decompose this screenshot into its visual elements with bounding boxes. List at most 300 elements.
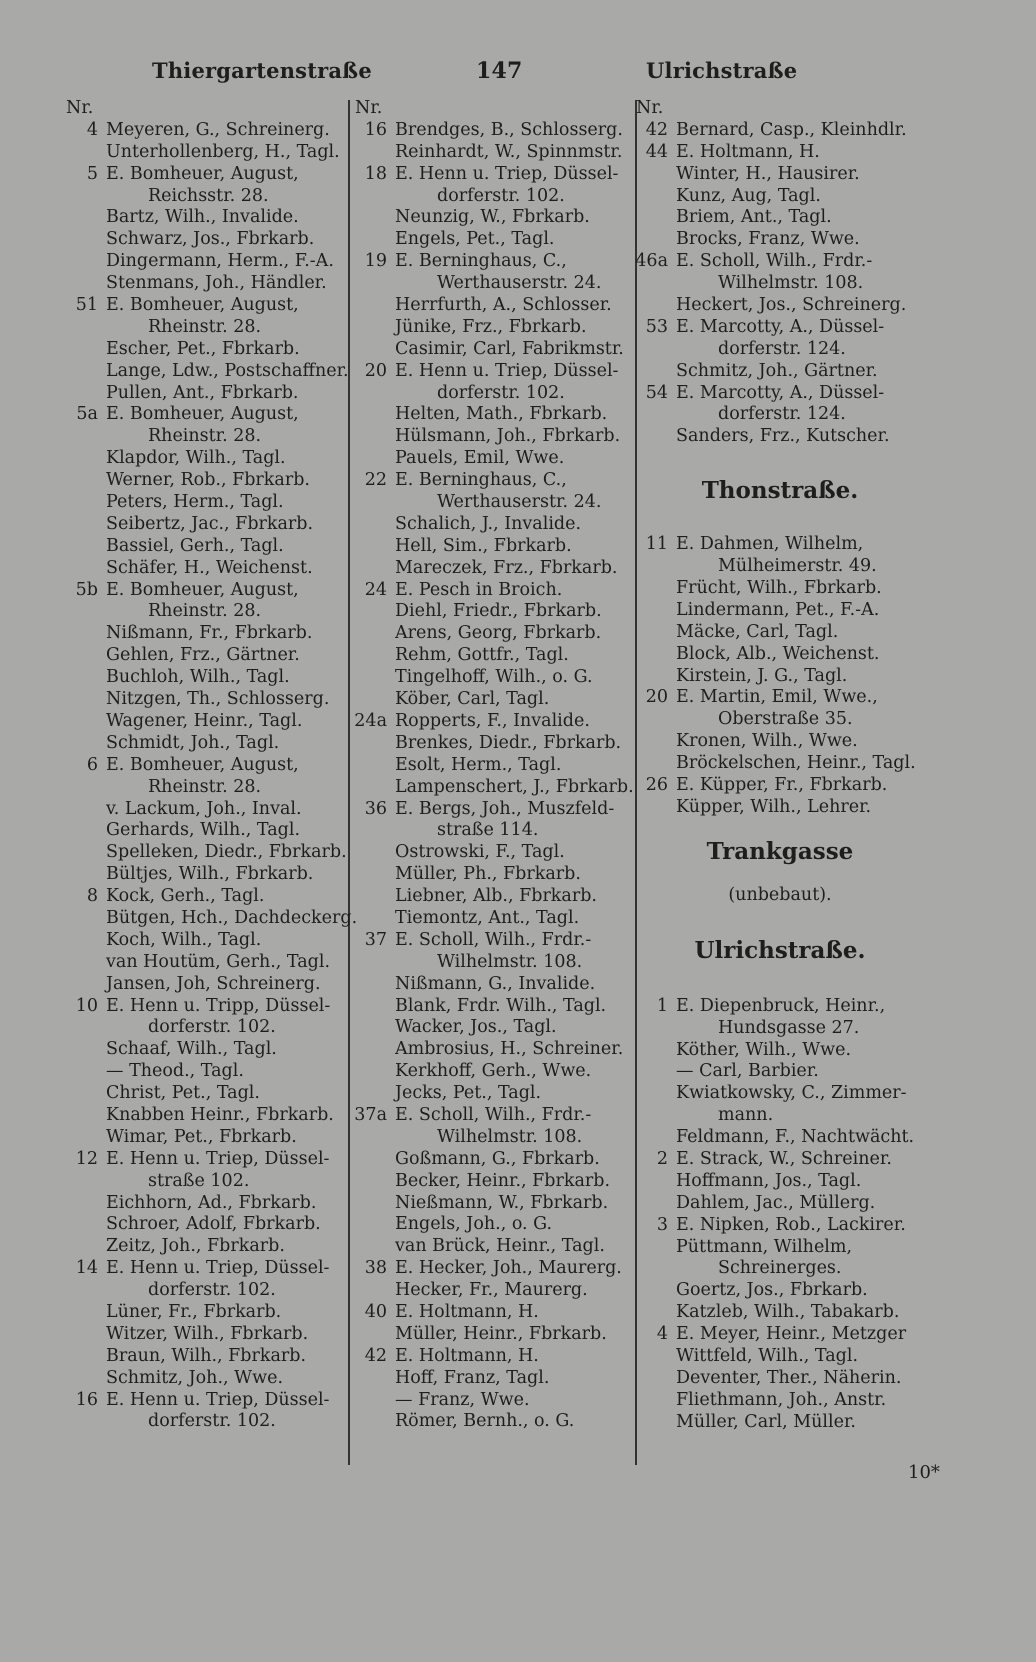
entry-text: Reichsstr. 28.: [148, 185, 269, 206]
section-heading: Trankgasse: [706, 837, 854, 865]
directory-entry: [60, 1171, 345, 1193]
entry-text: Fliethmann, Joh., Anstr.: [676, 1389, 887, 1410]
directory-entry: [630, 339, 930, 361]
directory-entry: [60, 1346, 345, 1368]
entry-text: Pullen, Ant., Fbrkarb.: [106, 382, 299, 403]
entry-text: Zeitz, Joh., Fbrkarb.: [106, 1236, 285, 1257]
directory-entry: [630, 1040, 930, 1062]
entry-text: Tiemontz, Ant., Tagl.: [395, 907, 580, 928]
entry-text: Nr.: [66, 98, 94, 118]
entry-text: Witzer, Wilh., Fbrkarb.: [106, 1323, 309, 1344]
house-number: 12: [75, 1148, 98, 1169]
column-1: [60, 98, 358, 1433]
entry-text: Braun, Wilh., Fbrkarb.: [106, 1345, 307, 1366]
directory-entry: [630, 251, 930, 273]
directory-entry: [349, 755, 631, 777]
directory-entry: [630, 1215, 930, 1237]
house-number: 36: [364, 798, 387, 819]
directory-entry: [630, 534, 930, 556]
directory-entry: [349, 142, 631, 164]
entry-text: Nr.: [355, 98, 383, 118]
directory-entry: [630, 687, 930, 709]
directory-entry: [349, 1061, 631, 1083]
entry-text: Römer, Bernh., o. G.: [395, 1411, 575, 1432]
entry-text: Ambrosius, H., Schreiner.: [395, 1039, 624, 1060]
directory-entry: [349, 1390, 631, 1412]
directory-entry: [630, 404, 930, 426]
entry-text: Eichhorn, Ad., Fbrkarb.: [106, 1192, 317, 1213]
house-number: 14: [75, 1258, 98, 1279]
entry-text: Pauels, Emil, Wwe.: [395, 448, 565, 469]
entry-text: E. Marcotty, A., Düssel-: [676, 382, 885, 403]
entry-text: E. Scholl, Wilh., Frdr.-: [395, 929, 592, 950]
entry-text: Gehlen, Frz., Gärtner.: [106, 645, 300, 666]
directory-entry: [630, 426, 930, 448]
entry-text: E. Henn u. Triep, Düssel-: [106, 1258, 330, 1279]
entry-text: Wilhelmstr. 108.: [437, 951, 583, 972]
directory-entry: [630, 578, 930, 600]
entry-text: mann.: [718, 1105, 774, 1126]
directory-entry: [60, 667, 345, 689]
directory-entry: [630, 229, 930, 251]
directory-entry: [630, 1412, 930, 1434]
house-number: 20: [364, 360, 387, 381]
directory-entry: [630, 383, 930, 405]
entry-text: Briem, Ant., Tagl.: [676, 207, 832, 228]
entry-text: Kwiatkowsky, C., Zimmer-: [676, 1083, 907, 1104]
entry-text: Schalich, J., Invalide.: [395, 513, 582, 534]
entry-text: Jansen, Joh, Schreinerg.: [106, 973, 321, 994]
entry-text: Mareczek, Frz., Fbrkarb.: [395, 557, 618, 578]
directory-entry: [60, 755, 345, 777]
directory-entry: [349, 229, 631, 251]
directory-entry: [349, 1193, 631, 1215]
entry-text: E. Holtmann, H.: [395, 1301, 539, 1322]
entry-text: Rheinstr. 28.: [148, 601, 262, 622]
house-number: 5a: [76, 404, 98, 425]
directory-entry: [349, 799, 631, 821]
directory-entry: [60, 492, 345, 514]
directory-entry: [60, 1390, 345, 1412]
house-number: 46a: [635, 251, 668, 272]
directory-entry: [60, 580, 345, 602]
directory-entry: [630, 1390, 930, 1412]
entry-text: Wittfeld, Wilh., Tagl.: [676, 1345, 859, 1366]
entry-text: Dingermann, Herm., F.-A.: [106, 251, 334, 272]
directory-entry: [349, 1324, 631, 1346]
house-number: 53: [645, 316, 668, 337]
entry-text: Herrfurth, A., Schlosser.: [395, 295, 612, 316]
entry-text: Nißmann, Fr., Fbrkarb.: [106, 623, 313, 644]
entry-text: E. Henn u. Tripp, Düssel-: [106, 995, 331, 1016]
directory-entry: [60, 952, 345, 974]
entry-text: E. Henn u. Triep, Düssel-: [106, 1148, 330, 1169]
directory-entry: [60, 1193, 345, 1215]
entry-text: E. Meyer, Heinr., Metzger: [676, 1324, 907, 1345]
entry-text: E. Dahmen, Wilhelm,: [676, 534, 864, 555]
entry-text: Helten, Math., Fbrkarb.: [395, 404, 608, 425]
directory-entry: [60, 1236, 345, 1258]
directory-entry: [630, 1302, 930, 1324]
entry-text: E. Martin, Emil, Wwe.,: [676, 687, 878, 708]
directory-entry: [349, 645, 631, 667]
entry-text: Bröckelschen, Heinr., Tagl.: [676, 753, 916, 774]
entry-text: Nr.: [636, 98, 664, 118]
directory-entry: [630, 98, 930, 120]
directory-entry: [630, 142, 930, 164]
entry-text: — Theod., Tagl.: [106, 1061, 244, 1082]
directory-entry: [349, 426, 631, 448]
entry-text: Kunz, Aug, Tagl.: [676, 185, 821, 206]
directory-entry: [60, 1083, 345, 1105]
entry-text: — Carl, Barbier.: [676, 1061, 819, 1082]
entry-text: E. Henn u. Triep, Düssel-: [395, 360, 619, 381]
directory-entry: [630, 996, 930, 1018]
house-number: 54: [645, 382, 668, 403]
directory-entry: [60, 142, 345, 164]
directory-entry: [630, 797, 930, 819]
entry-text: Knabben Heinr., Fbrkarb.: [106, 1104, 334, 1125]
entry-text: Goßmann, G., Fbrkarb.: [395, 1148, 600, 1169]
directory-entry: [349, 1346, 631, 1368]
directory-entry: [60, 1368, 345, 1390]
entry-text: Stenmans, Joh., Händler.: [106, 273, 327, 294]
entry-text: Tingelhoff, Wilh., o. G.: [395, 667, 593, 688]
house-number: 20: [645, 687, 668, 708]
entry-text: E. Strack, W., Schreiner.: [676, 1148, 892, 1169]
entry-text: Casimir, Carl, Fabrikmstr.: [395, 338, 624, 359]
directory-entry: [630, 120, 930, 142]
entry-text: Lüner, Fr., Fbrkarb.: [106, 1301, 282, 1322]
directory-entry: [60, 711, 345, 733]
directory-entry: [630, 644, 930, 666]
directory-entry: [60, 1061, 345, 1083]
entry-text: Hell, Sim., Fbrkarb.: [395, 535, 572, 556]
entry-text: E. Berninghaus, C.,: [395, 251, 567, 272]
directory-entry: [349, 930, 631, 952]
house-number: 10: [75, 995, 98, 1016]
entry-text: E. Bomheuer, August,: [106, 754, 299, 775]
house-number: 4: [86, 119, 98, 140]
house-number: 16: [75, 1389, 98, 1410]
directory-entry: [630, 207, 930, 229]
directory-entry: [630, 1368, 930, 1390]
directory-entry: [630, 273, 930, 295]
directory-entry: [60, 295, 345, 317]
directory-entry: [349, 1236, 631, 1258]
directory-entry: [60, 1105, 345, 1127]
directory-entry: [60, 186, 345, 208]
entry-text: Köther, Wilh., Wwe.: [676, 1039, 852, 1060]
entry-text: Küpper, Wilh., Lehrer.: [676, 796, 872, 817]
directory-entry: [60, 558, 345, 580]
house-number: 38: [364, 1258, 387, 1279]
directory-entry: [630, 1149, 930, 1171]
directory-entry: [349, 1258, 631, 1280]
entry-text: Arens, Georg, Fbrkarb.: [395, 623, 602, 644]
entry-text: — Franz, Wwe.: [395, 1389, 530, 1410]
entry-text: Schaaf, Wilh., Tagl.: [106, 1039, 277, 1060]
entry-text: E. Scholl, Wilh., Frdr.-: [395, 1104, 592, 1125]
entry-text: Liebner, Alb., Fbrkarb.: [395, 886, 597, 907]
entry-text: Blank, Frdr. Wilh., Tagl.: [395, 995, 607, 1016]
directory-entry: [630, 295, 930, 317]
directory-entry: [60, 514, 345, 536]
directory-entry: [60, 645, 345, 667]
directory-entry: [349, 1105, 631, 1127]
directory-entry: [60, 1127, 345, 1149]
directory-entry: [60, 1017, 345, 1039]
directory-entry: [349, 361, 631, 383]
entry-text: Werthauserstr. 24.: [437, 273, 602, 294]
entry-text: Engels, Pet., Tagl.: [395, 229, 555, 250]
entry-text: Rheinstr. 28.: [148, 426, 262, 447]
directory-entry: [349, 974, 631, 996]
directory-entry: [630, 317, 930, 339]
entry-text: van Houtüm, Gerh., Tagl.: [106, 951, 331, 972]
house-number: 37: [364, 929, 387, 950]
directory-entry: [630, 1171, 930, 1193]
house-number: 24a: [354, 710, 387, 731]
entry-text: Hecker, Fr., Maurerg.: [395, 1280, 588, 1301]
entry-text: Nitzgen, Th., Schlosserg.: [106, 689, 330, 710]
entry-text: Hülsmann, Joh., Fbrkarb.: [395, 426, 621, 447]
directory-entry: [60, 996, 345, 1018]
entry-text: v. Lackum, Joh., Inval.: [106, 798, 302, 819]
directory-entry: [60, 164, 345, 186]
directory-entry: [60, 1214, 345, 1236]
entry-text: Brenkes, Diedr., Fbrkarb.: [395, 732, 622, 753]
entry-text: Schreinerges.: [718, 1258, 842, 1279]
directory-entry: [630, 1346, 930, 1368]
entry-text: Püttmann, Wilhelm,: [676, 1236, 853, 1257]
running-head-right: Ulrichstraße: [646, 58, 798, 83]
entry-text: Spelleken, Diedr., Fbrkarb.: [106, 842, 347, 863]
directory-entry: [349, 514, 631, 536]
entry-text: Hoffmann, Jos., Tagl.: [676, 1170, 862, 1191]
directory-entry: [630, 1280, 930, 1302]
entry-text: E. Hecker, Joh., Maurerg.: [395, 1258, 622, 1279]
house-number: 42: [364, 1345, 387, 1366]
directory-entry: [630, 1105, 930, 1127]
entry-text: Meyeren, G., Schreinerg.: [106, 119, 330, 140]
house-number: 42: [645, 119, 668, 140]
entry-text: E. Holtmann, H.: [676, 141, 820, 162]
entry-text: Werner, Rob., Fbrkarb.: [106, 470, 310, 491]
directory-entry: [349, 1017, 631, 1039]
entry-text: E. Henn u. Triep, Düssel-: [395, 163, 619, 184]
directory-entry: [349, 404, 631, 426]
directory-entry: [349, 601, 631, 623]
directory-entry: [630, 1127, 930, 1149]
entry-text: E. Henn u. Triep, Düssel-: [106, 1389, 330, 1410]
directory-entry: [630, 1018, 930, 1040]
entry-text: Unterhollenberg, H., Tagl.: [106, 141, 340, 162]
entry-text: Bernard, Casp., Kleinhdlr.: [676, 119, 907, 140]
entry-text: dorferstr. 102.: [148, 1411, 276, 1432]
directory-entry: [630, 1324, 930, 1346]
directory-entry: [630, 1083, 930, 1105]
house-number: 11: [645, 534, 668, 555]
directory-entry: [349, 1039, 631, 1061]
entry-text: Schroer, Adolf, Fbrkarb.: [106, 1214, 321, 1235]
house-number: 24: [364, 579, 387, 600]
directory-entry: [60, 229, 345, 251]
entry-text: Schmidt, Joh., Tagl.: [106, 732, 280, 753]
entry-text: Reinhardt, W., Spinnmstr.: [395, 141, 623, 162]
directory-entry: [60, 974, 345, 996]
entry-text: E. Bomheuer, August,: [106, 579, 299, 600]
directory-entry: [349, 383, 631, 405]
entry-text: van Brück, Heinr., Tagl.: [395, 1236, 605, 1257]
entry-text: Nißmann, G., Invalide.: [395, 973, 596, 994]
house-number: 22: [364, 470, 387, 491]
entry-text: dorferstr. 124.: [718, 338, 846, 359]
entry-text: Köber, Carl, Tagl.: [395, 689, 550, 710]
directory-entry: [349, 317, 631, 339]
house-number: 18: [364, 163, 387, 184]
directory-entry: [60, 623, 345, 645]
directory-entry: [60, 799, 345, 821]
entry-text: E. Bergs, Joh., Muszfeld-: [395, 798, 615, 819]
directory-entry: [60, 273, 345, 295]
directory-entry: [349, 1127, 631, 1149]
entry-text: Hundsgasse 27.: [718, 1017, 860, 1038]
entry-text: Wimar, Pet., Fbrkarb.: [106, 1126, 297, 1147]
directory-entry: [349, 1368, 631, 1390]
entry-text: dorferstr. 102.: [148, 1280, 276, 1301]
entry-text: Deventer, Ther., Näherin.: [676, 1367, 902, 1388]
directory-entry: [630, 1061, 930, 1083]
directory-entry: [349, 339, 631, 361]
directory-entry: [60, 777, 345, 799]
entry-text: Müller, Carl, Müller.: [676, 1411, 856, 1432]
directory-entry: [60, 470, 345, 492]
directory-entry: [60, 98, 345, 120]
directory-entry: [60, 689, 345, 711]
entry-text: Dahlem, Jac., Müllerg.: [676, 1192, 876, 1213]
entry-text: Brocks, Franz, Wwe.: [676, 229, 860, 250]
house-number: 3: [656, 1214, 668, 1235]
entry-text: Frücht, Wilh., Fbrkarb.: [676, 578, 882, 599]
entry-text: E. Scholl, Wilh., Frdr.-: [676, 251, 873, 272]
directory-entry: [349, 470, 631, 492]
directory-entry: [349, 1302, 631, 1324]
entry-text: Gerhards, Wilh., Tagl.: [106, 820, 301, 841]
house-number: 40: [364, 1301, 387, 1322]
directory-entry: [630, 1258, 930, 1280]
entry-text: Rehm, Gottfr., Tagl.: [395, 645, 569, 666]
directory-entry: [349, 580, 631, 602]
entry-text: Winter, H., Hausirer.: [676, 163, 860, 184]
house-number: 19: [364, 251, 387, 272]
directory-entry: [60, 207, 345, 229]
section-heading: Ulrichstraße.: [694, 937, 866, 965]
directory-entry: [630, 775, 930, 797]
entry-text: Müller, Heinr., Fbrkarb.: [395, 1323, 607, 1344]
entry-text: Ropperts, F., Invalide.: [395, 710, 590, 731]
directory-entry: [60, 1280, 345, 1302]
entry-text: Oberstraße 35.: [718, 709, 853, 730]
entry-text: Wacker, Jos., Tagl.: [395, 1017, 557, 1038]
house-number: 26: [645, 775, 668, 796]
entry-text: Nießmann, W., Fbrkarb.: [395, 1192, 609, 1213]
directory-entry: [60, 1149, 345, 1171]
entry-text: Diehl, Friedr., Fbrkarb.: [395, 601, 602, 622]
entry-text: Bütgen, Hch., Dachdeckerg.: [106, 907, 358, 928]
directory-entry: [60, 1302, 345, 1324]
directory-entry: [60, 907, 358, 930]
directory-entry: [349, 1149, 631, 1171]
directory-entry: [349, 820, 631, 842]
entry-text: dorferstr. 102.: [437, 382, 565, 403]
directory-entry: [349, 558, 631, 580]
entry-text: Esolt, Herm., Tagl.: [395, 754, 562, 775]
entry-text: Lindermann, Pet., F.-A.: [676, 599, 880, 620]
directory-entry: [349, 886, 631, 908]
directory-entry: [60, 1411, 345, 1433]
entry-text: Neunzig, W., Fbrkarb.: [395, 207, 590, 228]
entry-text: Buchloh, Wilh., Tagl.: [106, 667, 290, 688]
entry-text: straße 114.: [437, 820, 539, 841]
house-number: 44: [645, 141, 668, 162]
entry-text: E. Diepenbruck, Heinr.,: [676, 995, 886, 1016]
entry-text: Engels, Joh., o. G.: [395, 1214, 553, 1235]
directory-entry: [60, 1324, 345, 1346]
entry-text: E. Holtmann, H.: [395, 1345, 539, 1366]
entry-text: Werthauserstr. 24.: [437, 492, 602, 513]
directory-entry: [60, 426, 345, 448]
entry-text: dorferstr. 124.: [718, 404, 846, 425]
directory-entry: [349, 164, 631, 186]
entry-text: Wagener, Heinr., Tagl.: [106, 710, 303, 731]
entry-text: Seibertz, Jac., Fbrkarb.: [106, 513, 314, 534]
entry-text: E. Küpper, Fr., Fbrkarb.: [676, 775, 888, 796]
house-number: 5b: [75, 579, 98, 600]
directory-entry: [349, 996, 631, 1018]
house-number: 1: [656, 995, 668, 1016]
directory-entry: [349, 1214, 631, 1236]
entry-text: Christ, Pet., Tagl.: [106, 1083, 260, 1104]
entry-text: Kirstein, J. G., Tagl.: [676, 665, 848, 686]
directory-entry: [349, 98, 631, 120]
column-3: [630, 98, 930, 1434]
directory-entry: [60, 404, 345, 426]
directory-entry: [349, 207, 631, 229]
directory-entry: [349, 120, 631, 142]
entry-text: Brendges, B., Schlosserg.: [395, 119, 623, 140]
directory-entry: [60, 601, 345, 623]
entry-text: dorferstr. 102.: [437, 185, 565, 206]
entry-text: E. Bomheuer, August,: [106, 295, 299, 316]
entry-text: Katzleb, Wilh., Tabakarb.: [676, 1302, 900, 1323]
entry-text: Ostrowski, F., Tagl.: [395, 842, 565, 863]
entry-text: Bassiel, Gerh., Tagl.: [106, 535, 284, 556]
directory-entry: [60, 1039, 345, 1061]
entry-text: Jecks, Pet., Tagl.: [395, 1083, 542, 1104]
house-number: 8: [86, 886, 98, 907]
directory-entry: [349, 842, 631, 864]
entry-text: Sanders, Frz., Kutscher.: [676, 426, 890, 447]
directory-entry: [349, 448, 631, 470]
entry-text: E. Nipken, Rob., Lackirer.: [676, 1214, 906, 1235]
directory-entry: [60, 820, 345, 842]
directory-entry: [349, 908, 631, 930]
entry-text: straße 102.: [148, 1170, 250, 1191]
entry-text: Jünike, Frz., Fbrkarb.: [395, 316, 587, 337]
directory-entry: [630, 709, 930, 731]
entry-text: Becker, Heinr., Fbrkarb.: [395, 1170, 611, 1191]
